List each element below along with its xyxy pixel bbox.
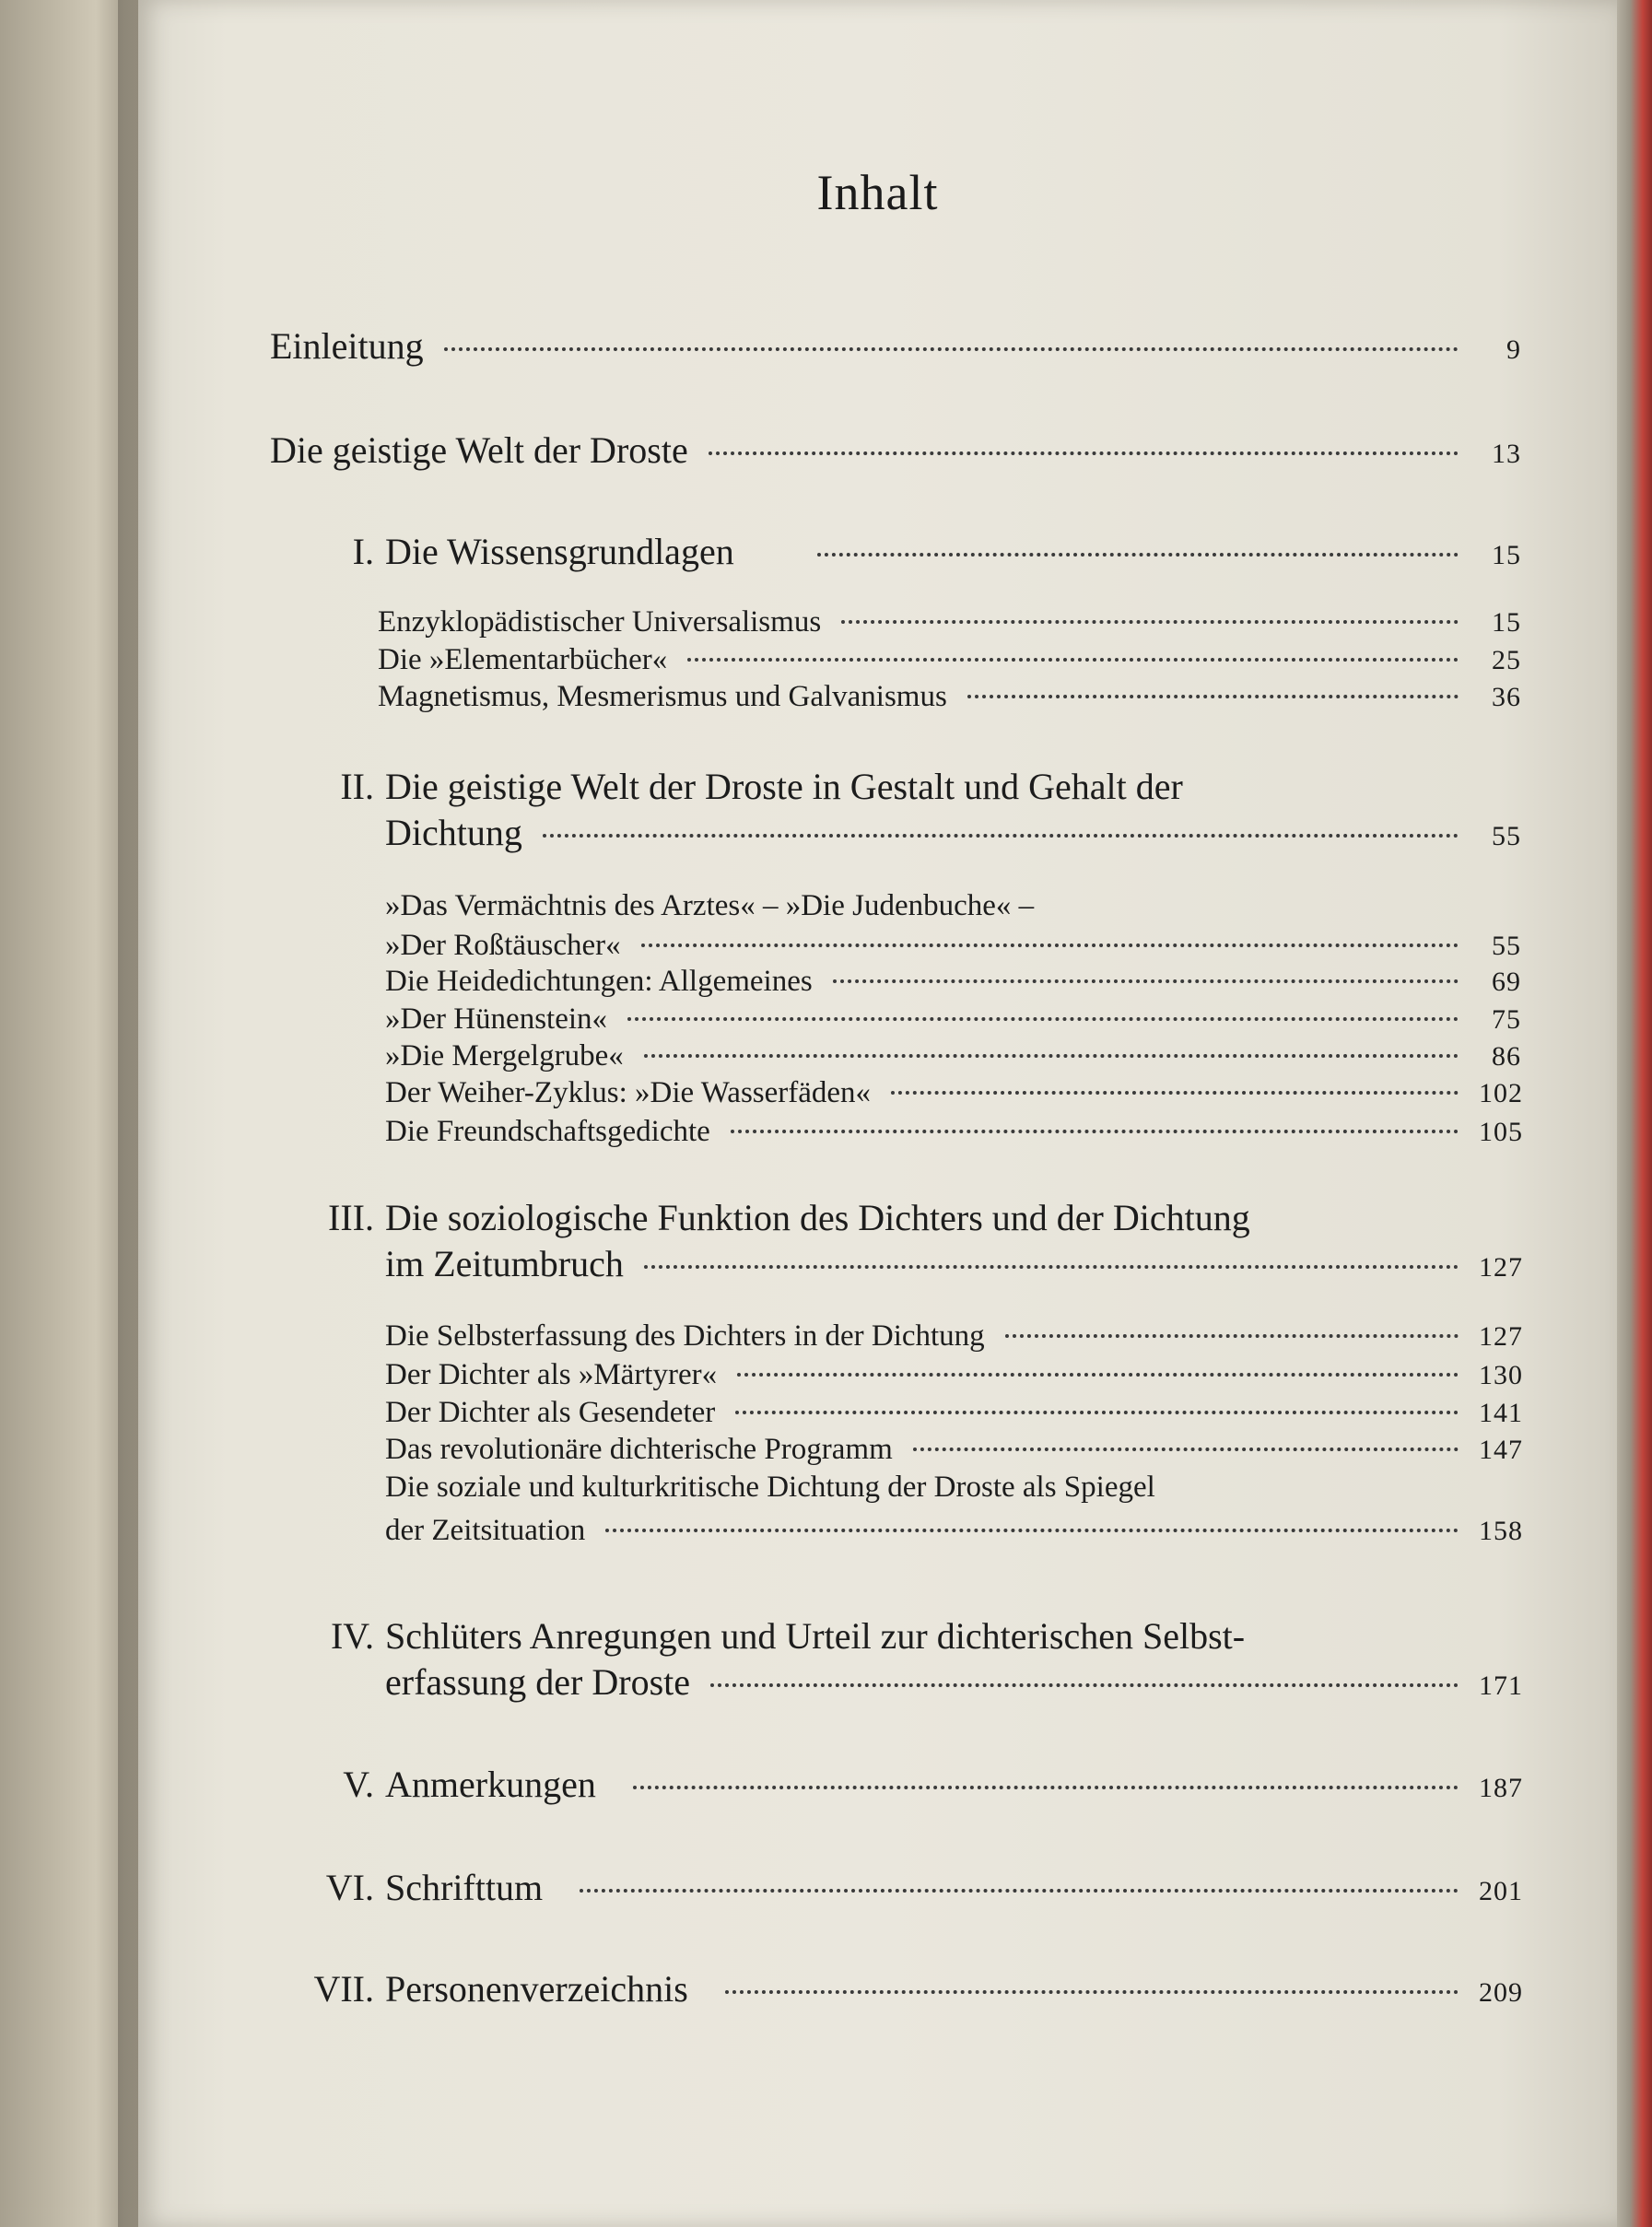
dot-leader <box>735 1411 1459 1414</box>
dot-leader <box>833 979 1459 983</box>
dot-leader <box>709 451 1459 455</box>
dot-leader <box>543 834 1459 838</box>
toc-entry-label: Die soziale und kulturkritische Dichtung der Droste als Spiegel <box>385 1471 1155 1504</box>
toc-page-number: 36 <box>1492 682 1521 712</box>
toc-entry-label: »Die Mergelgrube« <box>385 1039 624 1072</box>
chapter-number: V. <box>343 1764 374 1805</box>
toc-page-number: 209 <box>1479 1977 1523 2008</box>
toc-entry-label: Dichtung <box>385 812 522 853</box>
toc-entry-label: Die »Elementarbücher« <box>378 643 668 676</box>
toc-entry-label: Die geistige Welt der Droste in Gestalt und Gehalt der <box>385 766 1183 807</box>
toc-subentry-continuation <box>385 929 1521 963</box>
dot-leader <box>817 553 1459 557</box>
toc-entry-label: Die soziologische Funktion des Dichters und der Dichtung <box>385 1197 1250 1238</box>
toc-subentry <box>385 1002 1521 1037</box>
dot-leader <box>731 1130 1459 1133</box>
toc-entry-label: Die geistige Welt der Droste <box>270 429 688 471</box>
toc-subentry <box>385 1039 1521 1073</box>
toc-entry-label: »Der Hünenstein« <box>385 1002 608 1036</box>
toc-page-number: 201 <box>1479 1876 1523 1906</box>
dot-leader <box>444 347 1459 351</box>
toc-chapter-1 <box>313 530 1521 573</box>
toc-entry-label: Anmerkungen <box>385 1764 596 1805</box>
dot-leader <box>644 1054 1459 1058</box>
toc-subentry <box>385 1115 1521 1149</box>
toc-entry-label: Das revolutionäre dichterische Programm <box>385 1433 893 1466</box>
toc-entry-label: Der Weiher-Zyklus: »Die Wasserfäden« <box>385 1076 872 1109</box>
toc-entry-label: Schlüters Anregungen und Urteil zur dichterischen Selbst- <box>385 1615 1246 1657</box>
toc-entry-label: Die Heidedichtungen: Allgemeines <box>385 965 813 998</box>
toc-subentry <box>385 965 1521 999</box>
toc-page-number: 187 <box>1479 1773 1523 1803</box>
dot-leader <box>967 695 1459 698</box>
toc-page-number: 15 <box>1492 540 1521 570</box>
toc-page-number: 13 <box>1492 439 1521 469</box>
toc-page-number: 75 <box>1492 1004 1521 1035</box>
toc-entry-label: »Der Roßtäuscher« <box>385 929 621 962</box>
dot-leader <box>627 1017 1459 1021</box>
toc-page-number: 171 <box>1479 1670 1523 1701</box>
dot-leader <box>687 658 1459 662</box>
dot-leader <box>644 1265 1459 1269</box>
toc-entry-label: der Zeitsituation <box>385 1514 586 1547</box>
toc-chapter-3 <box>313 1196 1521 1239</box>
toc-page-number: 69 <box>1492 967 1521 997</box>
toc-page-number: 55 <box>1492 821 1521 851</box>
toc-page-number: 86 <box>1492 1041 1521 1072</box>
toc-chapter-5 <box>313 1763 1521 1806</box>
dot-leader <box>1005 1334 1459 1338</box>
toc-subentry-continuation <box>385 1514 1521 1548</box>
page-title: Inhalt <box>816 165 939 220</box>
toc-entry-label: Enzyklopädistischer Universalismus <box>378 605 822 639</box>
toc-chapter-6 <box>313 1866 1521 1909</box>
toc-chapter-4-continuation <box>385 1660 1521 1704</box>
toc-entry-label: Die Freundschaftsgedichte <box>385 1115 710 1148</box>
toc-subentry <box>385 1396 1521 1430</box>
toc-entry-label: Personenverzeichnis <box>385 1968 688 2010</box>
toc-page-number: 127 <box>1479 1252 1523 1283</box>
dot-leader <box>580 1889 1459 1893</box>
dot-leader <box>841 620 1459 624</box>
toc-subentry <box>385 1471 1521 1505</box>
toc-chapter-2 <box>313 765 1521 808</box>
dot-leader <box>605 1529 1459 1532</box>
chapter-number: VII. <box>313 1968 374 2010</box>
toc-page-number: 25 <box>1492 645 1521 675</box>
toc-page-number: 9 <box>1506 334 1521 365</box>
toc-subentry <box>378 643 1521 677</box>
toc-page-number: 102 <box>1479 1078 1523 1108</box>
toc-chapter-7 <box>313 1967 1521 2010</box>
book-page <box>138 0 1617 2227</box>
toc-entry-label: Die Selbsterfassung des Dichters in der Dichtung <box>385 1319 985 1353</box>
dot-leader <box>633 1786 1459 1789</box>
toc-subentry <box>378 605 1521 639</box>
toc-chapter-4 <box>313 1614 1521 1658</box>
toc-subentry <box>385 889 1521 923</box>
dot-leader <box>725 1990 1459 1994</box>
toc-page-number: 15 <box>1492 607 1521 638</box>
chapter-number: IV. <box>330 1615 374 1657</box>
dot-leader <box>913 1448 1459 1451</box>
chapter-number: III. <box>328 1197 374 1238</box>
toc-page-number: 130 <box>1479 1360 1523 1390</box>
toc-entry-label: Einleitung <box>270 325 424 367</box>
toc-entry-geistige-welt <box>270 428 1521 472</box>
toc-chapter-3-continuation <box>385 1242 1521 1285</box>
toc-subentry <box>378 680 1521 714</box>
toc-entry-label: Der Dichter als »Märtyrer« <box>385 1358 718 1391</box>
toc-subentry <box>385 1076 1521 1110</box>
chapter-number: VI. <box>325 1867 374 1908</box>
toc-page-number: 147 <box>1479 1435 1523 1465</box>
dot-leader <box>891 1091 1459 1095</box>
toc-entry-label: Magnetismus, Mesmerismus und Galvanismus <box>378 680 947 713</box>
toc-subentry <box>385 1319 1521 1354</box>
toc-entry-label: erfassung der Droste <box>385 1661 690 1703</box>
toc-page-number: 141 <box>1479 1398 1523 1428</box>
dot-leader <box>710 1683 1459 1687</box>
toc-entry-label: Die Wissensgrundlagen <box>385 531 734 572</box>
chapter-number: I. <box>352 531 374 572</box>
toc-page-number: 158 <box>1479 1516 1523 1546</box>
chapter-number: II. <box>340 766 374 807</box>
toc-entry-label: im Zeitumbruch <box>385 1243 624 1284</box>
toc-page-number: 55 <box>1492 931 1521 961</box>
toc-page-number: 105 <box>1479 1117 1523 1147</box>
toc-chapter-2-continuation <box>385 811 1521 854</box>
toc-entry-label: Der Dichter als Gesendeter <box>385 1396 716 1429</box>
dot-leader <box>641 944 1459 947</box>
toc-entry-einleitung <box>270 324 1521 368</box>
toc-entry-label: Schrifttum <box>385 1867 544 1908</box>
toc-entry-label: »Das Vermächtnis des Arztes« – »Die Judenbuche« – <box>385 889 1035 922</box>
toc-page-number: 127 <box>1479 1321 1523 1352</box>
dot-leader <box>737 1373 1459 1377</box>
book-cover-edge <box>1615 0 1652 2227</box>
toc-subentry <box>385 1358 1521 1392</box>
toc-subentry <box>385 1433 1521 1467</box>
